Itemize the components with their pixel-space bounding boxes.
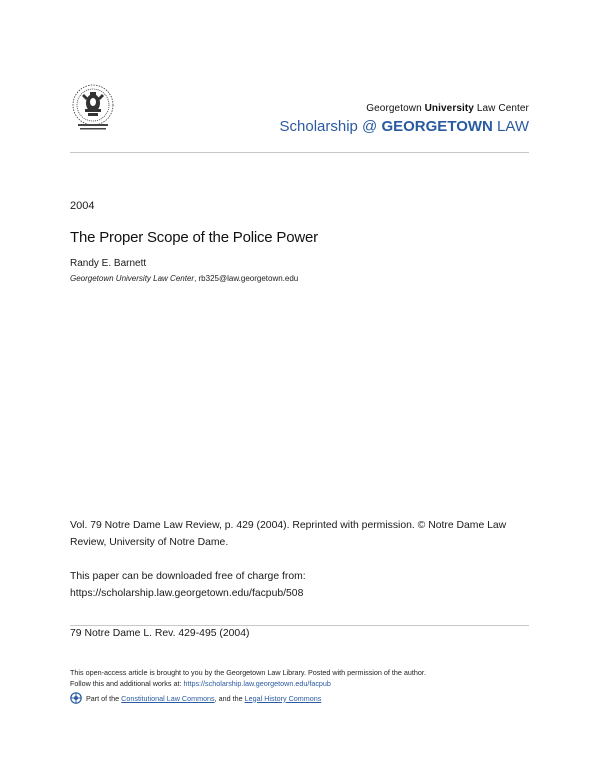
footer-notice bbox=[70, 667, 540, 689]
citation-divider bbox=[70, 625, 529, 626]
constitutional-law-commons-link[interactable]: Constitutional Law Commons bbox=[121, 693, 215, 703]
footer-open-access-line: This open-access article is brought to you by the Georgetown Law Library. Posted with permission of the author. bbox=[70, 668, 426, 677]
download-url[interactable]: https://scholarship.law.georgetown.edu/facpub/508 bbox=[70, 588, 304, 599]
legal-history-commons-link[interactable]: Legal History Commons bbox=[244, 693, 322, 703]
georgetown-seal-logo bbox=[70, 80, 116, 134]
header-divider bbox=[70, 152, 529, 153]
citation-text: Vol. 79 Notre Dame Law Review, p. 429 (2004). Reprinted with permission. © Notre Dame Law Review, University of Notre Dame. bbox=[70, 520, 507, 548]
short-citation: 79 Notre Dame L. Rev. 429-495 (2004) bbox=[70, 628, 250, 639]
footer-follow-line: Follow this and additional works at: https://scholarship.law.georgetown.edu/facpub bbox=[70, 679, 331, 688]
download-info bbox=[70, 568, 530, 602]
author-name: Randy E. Barnett bbox=[70, 258, 147, 269]
article-title: The Proper Scope of the Police Power bbox=[70, 229, 318, 246]
repository-name[interactable]: Scholarship @ GEORGETOWN LAW bbox=[279, 118, 529, 135]
download-label: This paper can be downloaded free of charge from: bbox=[70, 571, 306, 582]
part-of-commons: Part of the Constitutional Law Commons , and the Legal History Commons bbox=[70, 692, 321, 704]
institution-name: Georgetown University Law Center bbox=[366, 103, 529, 114]
author-affiliation: Georgetown University Law Center, rb325@law.georgetown.edu bbox=[70, 274, 299, 283]
publication-year: 2004 bbox=[70, 200, 95, 212]
repository-header bbox=[280, 103, 529, 135]
network-icon bbox=[70, 692, 82, 704]
facpub-link[interactable]: https://scholarship.law.georgetown.edu/facpub bbox=[183, 679, 331, 688]
